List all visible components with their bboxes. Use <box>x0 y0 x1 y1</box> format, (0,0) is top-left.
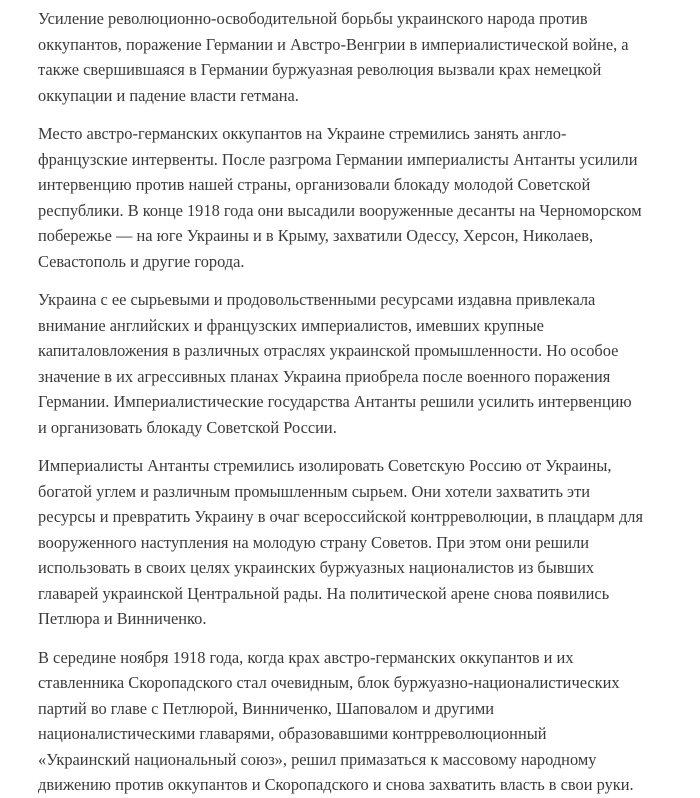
paragraph-line: Германии. Империалистические государства Антанты решили усилить интервенцию <box>38 392 632 411</box>
paragraph-line: Усиление революционно-освободительной борьбы украинского народа против <box>38 9 588 28</box>
paragraph-line: ресурсы и превратить Украину в очаг всероссийской контрреволюции, в плацдарм для <box>38 507 644 526</box>
paragraph-line: ставленника Скоропадского стал очевидным, блок буржуазно-националистических <box>38 673 620 692</box>
paragraph-line: капиталовложения в различных отраслях украинской промышленности. Но особое <box>38 341 619 360</box>
paragraph-line: использовать в своих целях украинских буржуазных националистов из бывших <box>38 558 595 577</box>
paragraph-line: и организовать блокаду Советской России. <box>38 417 337 437</box>
paragraph-line: движению против оккупантов и Скоропадского и снова захватить власть в свои руки. <box>38 775 634 794</box>
paragraph-line: побережье — на юге Украины и в Крыму, захватили Одессу, Херсон, Николаев, <box>38 226 594 245</box>
paragraph-line: «Украинский национальный союз», решил примазаться к массовому народному <box>38 749 597 769</box>
paragraph-line: французские интервенты. После разгрома Германии империалисты Антанты усилили <box>38 149 638 169</box>
paragraph-line: В середине ноября 1918 года, когда крах австро-германских оккупантов и их <box>38 647 574 667</box>
paragraph-line: националистическими главарями, образовавшими контрреволюционный <box>38 724 547 743</box>
article-paragraph <box>38 6 700 108</box>
article-paragraph <box>38 453 700 632</box>
paragraph-line: Украина с ее сырьевыми и продовольственными ресурсами издавна привлекала <box>38 290 596 309</box>
article-paragraph <box>38 645 700 798</box>
article-paragraph <box>38 121 700 274</box>
paragraph-line: республики. В конце 1918 года они высадили вооруженные десанты на Черноморском <box>38 200 642 220</box>
paragraph-line: Петлюра и Винниченко. <box>38 609 207 628</box>
article-paragraph <box>38 287 700 440</box>
paragraph-line: также свершившаяся в Германии буржуазная революция вызвали крах немецкой <box>38 60 602 79</box>
paragraph-line: оккупации и падение власти гетмана. <box>38 85 299 105</box>
paragraph-line: богатой углем и различным промышленным сырьем. Они хотели захватить эти <box>38 481 590 501</box>
paragraph-line: партий во главе с Петлюрой, Винниченко, Шаповалом и другими <box>38 698 495 718</box>
paragraph-line: главарей украинской Центральной рады. На политической арене снова появились <box>38 583 610 603</box>
paragraph-line: Империалисты Антанты стремились изолировать Советскую Россию от Украины, <box>38 456 612 475</box>
paragraph-line: Место австро-германских оккупантов на Украине стремились занять англо- <box>38 124 567 143</box>
paragraph-line: вооруженного наступления на молодую страну Советов. При этом они решили <box>38 532 590 552</box>
paragraph-line: значение в их агрессивных планах Украина приобрела после военного поражения <box>38 366 611 386</box>
paragraph-line: интервенцию против нашей страны, организовали блокаду молодой Советской <box>38 175 591 194</box>
paragraph-line: оккупантов, поражение Германии и Австро-Венгрии в империалистической войне, а <box>38 34 629 54</box>
paragraph-line: внимание английских и французских империалистов, имевших крупные <box>38 315 544 335</box>
paragraph-line: Севастополь и другие города. <box>38 251 245 271</box>
